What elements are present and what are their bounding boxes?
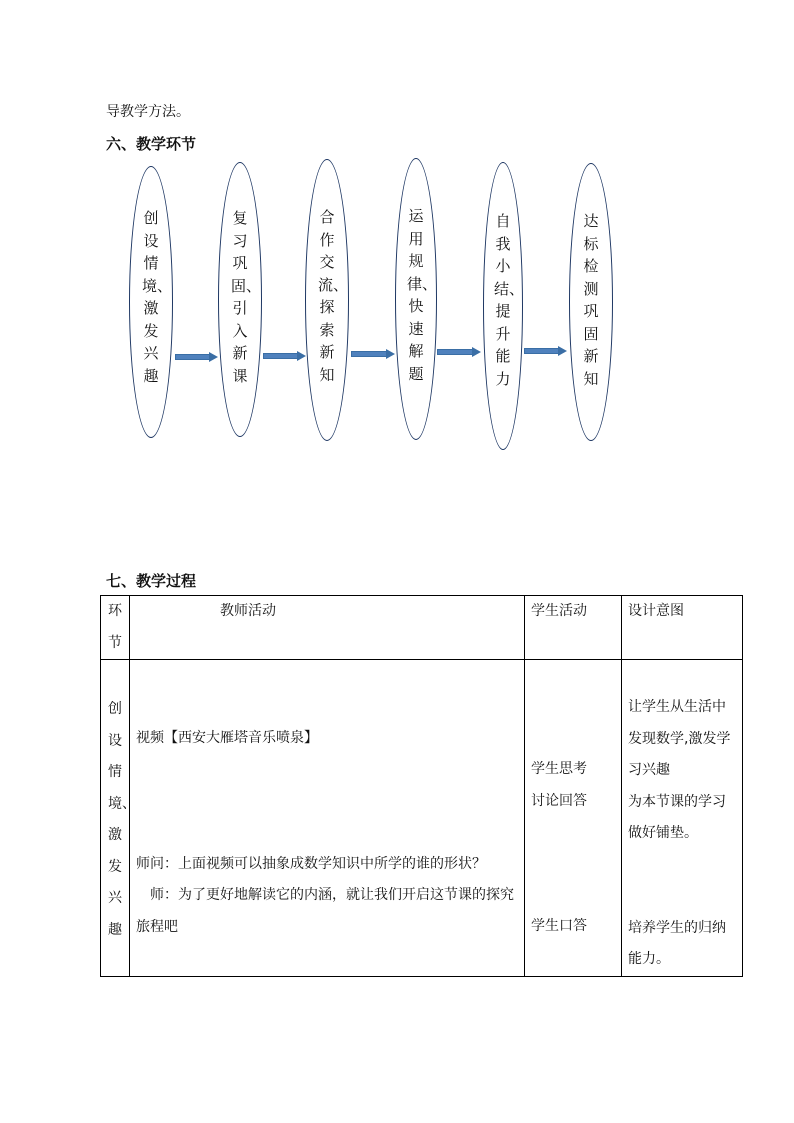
header-teacher (130, 596, 525, 660)
flow-step-2 (218, 162, 262, 437)
teacher-question-2: 师：为了更好地解读它的内涵，就让我们开启这节课的探究 (150, 887, 514, 903)
flow-step-3 (305, 159, 349, 441)
flow-arrow-1 (175, 352, 218, 362)
flow-step-1-label: 创设情境、激发兴趣 (142, 209, 173, 385)
flow-step-5-label: 自我小结、提升能力 (494, 212, 525, 388)
row-stage (101, 660, 136, 977)
teaching-process-table (100, 595, 743, 977)
header-student-label: 学生活动 (531, 603, 587, 619)
section-6-title: 六、教学环节 (106, 135, 197, 153)
intent-line-1: 让学生从生活中 (628, 699, 726, 715)
teacher-question-3: 旅程吧 (136, 918, 178, 935)
row-intent (622, 660, 743, 977)
flow-arrow-2 (263, 351, 306, 361)
table-header-row (101, 596, 743, 660)
flow-step-4-label: 运用规律、快速解题 (407, 207, 438, 383)
flow-step-3-label: 合作交流、探索新知 (318, 208, 349, 384)
header-stage (101, 596, 130, 660)
table-row (101, 660, 743, 977)
row-student (525, 660, 622, 977)
intent-line-4: 为本节课的学习 (628, 793, 726, 810)
flow-step-2-label: 复习巩固、引入新课 (231, 209, 262, 385)
intent-line-7: 能力。 (628, 951, 670, 967)
header-intent-label: 设计意图 (628, 603, 684, 619)
intro-text: 导教学方法。 (106, 104, 190, 120)
flow-step-6-label: 达标检测巩固新知 (583, 212, 599, 388)
intent-line-3: 习兴趣 (628, 762, 670, 778)
flow-arrow-4 (437, 347, 481, 357)
header-student (525, 596, 622, 660)
student-activity-3: 学生口答 (531, 918, 587, 934)
teacher-question-1: 师问：上面视频可以抽象成数学知识中所学的谁的形状？ (136, 855, 486, 872)
flow-step-6 (569, 163, 613, 441)
flow-arrow-3 (351, 349, 395, 359)
header-stage-label: 环节 (108, 603, 122, 651)
teacher-video-text: 视频【西安大雁塔音乐喷泉】 (136, 730, 318, 746)
row-teacher (130, 660, 525, 977)
header-teacher-label: 教师活动 (220, 603, 276, 619)
flow-arrow-5 (524, 346, 567, 356)
student-activity-2: 讨论回答 (531, 792, 587, 809)
section-7-title: 七、教学过程 (106, 572, 197, 590)
row-stage-label: 创设情境、激发兴趣 (108, 701, 136, 938)
intent-line-2: 发现数学,激发学 (628, 730, 731, 747)
flow-step-4 (395, 158, 437, 440)
intent-line-5: 做好铺垫。 (628, 825, 698, 841)
flow-step-1 (129, 166, 173, 438)
intent-line-6: 培养学生的归纳 (628, 919, 726, 936)
student-activity-1: 学生思考 (531, 761, 587, 777)
header-intent (622, 596, 743, 660)
flow-step-5 (483, 162, 523, 450)
